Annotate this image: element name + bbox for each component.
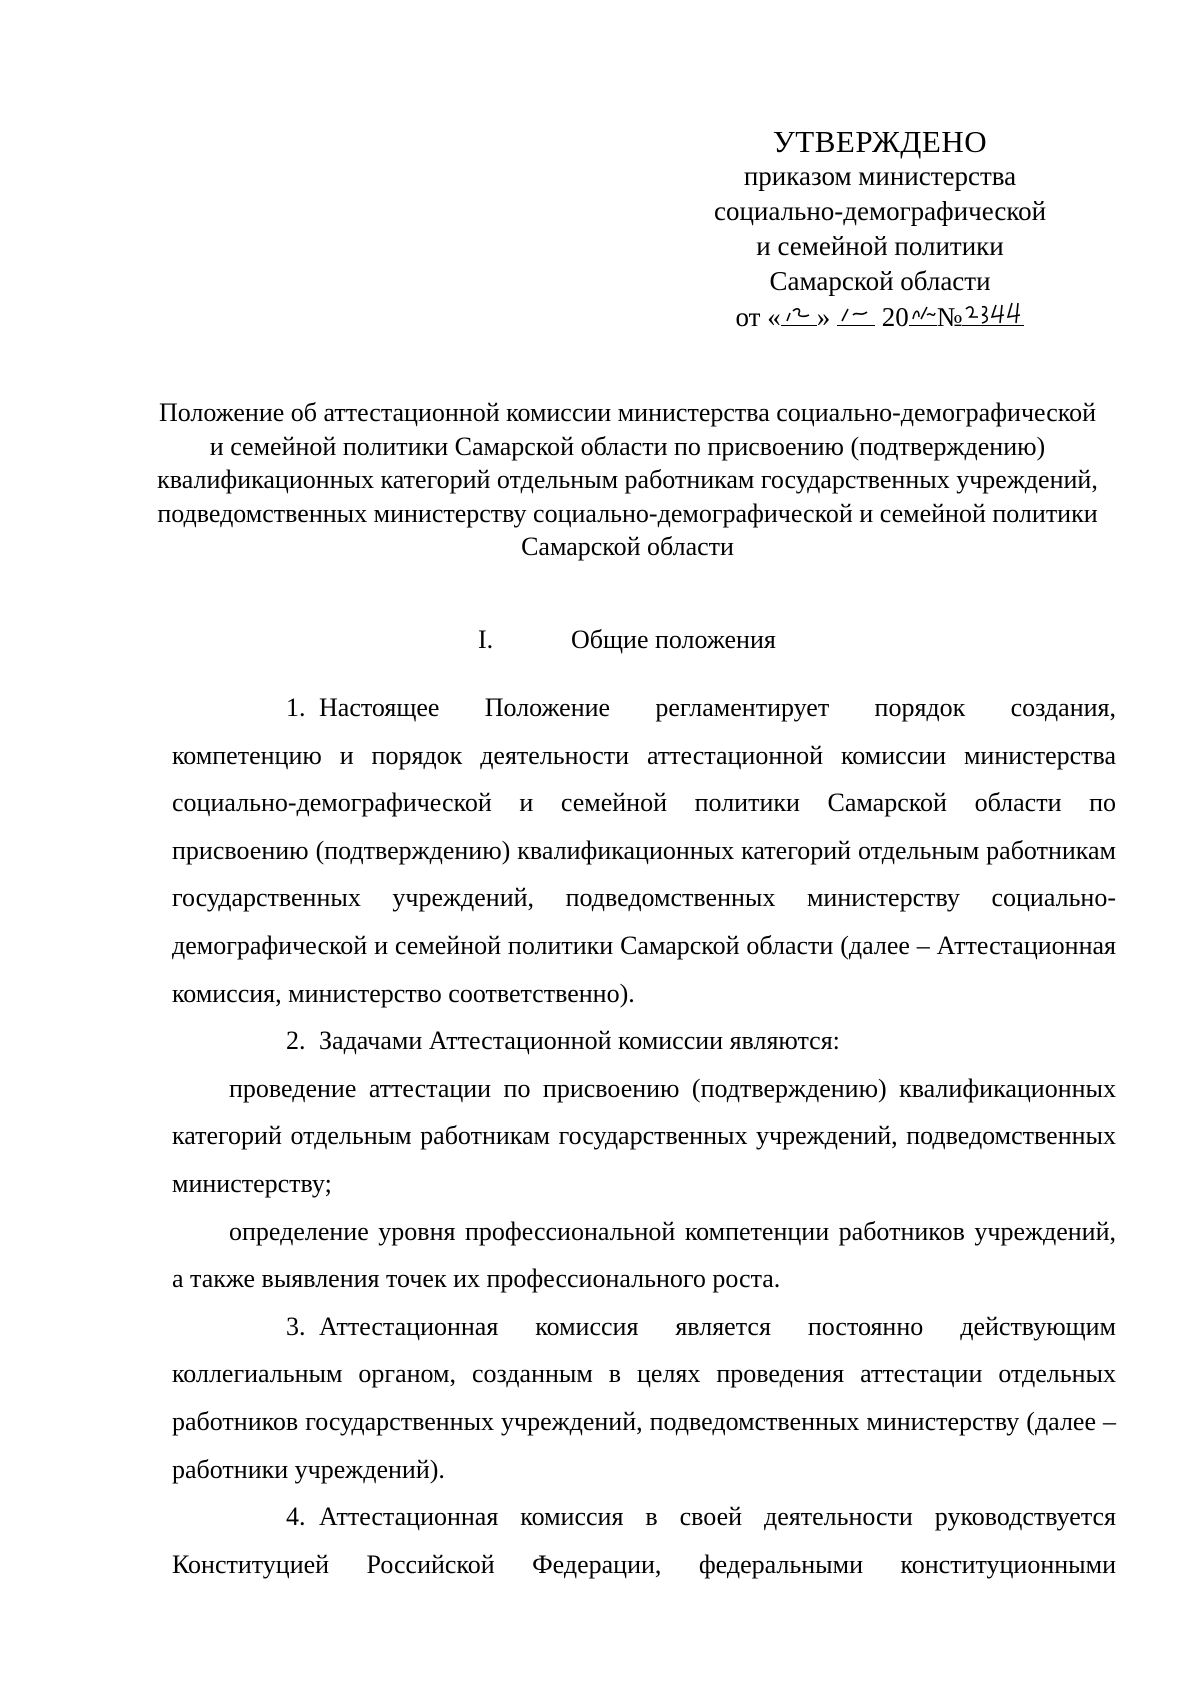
date-mid: » bbox=[816, 302, 831, 332]
paragraph-2-item-2 bbox=[172, 1208, 1116, 1303]
paragraph-text: проведение аттестации по присвоению (подтверждению) квалификационных категорий отдельным работникам государственных учреждений, подведомственных министерству; bbox=[172, 1073, 1116, 1198]
section-title: Общие положения bbox=[571, 625, 776, 654]
approval-line: приказом министерства bbox=[743, 161, 1017, 191]
paragraph-text: Настоящее Положение регламентирует порядок создания, компетенцию и порядок деятельности аттестационной комиссии министерства социально-демографической и семейной политики Самарской области по присвоению (подтверждению) квалификационных категорий отдельным работникам государственных учреждений, подведомственных министерству социально-демографической и семейной политики Самарской области (далее – Аттестационная комиссия, министерство соответственно). bbox=[172, 693, 1116, 1008]
paragraph-text: определение уровня профессиональной компетенции работников учреждений, а также выявления точек их профессионального роста. bbox=[172, 1216, 1116, 1294]
paragraph-2-item-1 bbox=[172, 1065, 1116, 1208]
number-sign: № bbox=[936, 302, 963, 332]
paragraph-text: Задачами Аттестационной комиссии являются: bbox=[319, 1026, 840, 1056]
date-year-prefix: 20 bbox=[881, 302, 909, 332]
paragraph-1 bbox=[172, 684, 1116, 1017]
approval-line: и семейной политики bbox=[756, 231, 1004, 261]
approval-line: Самарской области bbox=[769, 266, 991, 296]
paragraph-3 bbox=[172, 1303, 1116, 1493]
approval-title: УТВЕРЖДЕНО bbox=[772, 124, 988, 159]
body-text bbox=[172, 684, 1116, 1588]
paragraph-2 bbox=[172, 1017, 1116, 1065]
approval-block bbox=[680, 124, 1080, 335]
year-handwritten bbox=[909, 299, 937, 326]
month-handwritten bbox=[837, 299, 875, 326]
paragraph-number: 2. bbox=[286, 1026, 306, 1056]
approval-date-line bbox=[680, 299, 1080, 335]
paragraph-4 bbox=[172, 1493, 1116, 1588]
document-title: Положение об аттестационной комиссии министерства социально-демографической и семейной политики Самарской области по присвоению (подтверждению) квалификационных категорий отдельным работникам государственных учреждений, подведомственных министерству социально-демографической и семейной политики Самарской области bbox=[157, 398, 1098, 561]
date-prefix: от « bbox=[735, 302, 781, 332]
paragraph-number: 3. bbox=[286, 1311, 306, 1341]
paragraph-number: 4. bbox=[286, 1502, 306, 1532]
day-handwritten bbox=[781, 299, 817, 326]
section-number: I. bbox=[478, 625, 494, 654]
paragraph-number: 1. bbox=[286, 693, 306, 722]
approval-line: социально-демографической bbox=[713, 196, 1047, 226]
paragraph-text: Аттестационная комиссия в своей деятельности руководствуется Конституцией Российской Федерации, федеральными конституционными bbox=[172, 1502, 1116, 1579]
order-number-handwritten bbox=[962, 299, 1024, 326]
paragraph-text: Аттестационная комиссия является постоянно действующим коллегиальным органом, созданным в целях проведения аттестации отдельных работников государственных учреждений, подведомственных министерству (далее – работники учреждений). bbox=[172, 1311, 1116, 1484]
